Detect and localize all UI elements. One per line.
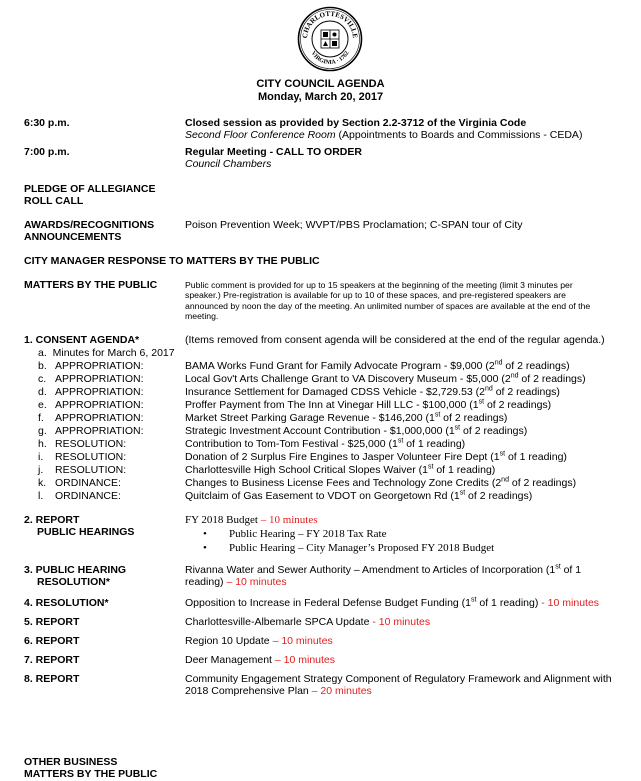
item2-bullet-1: • Public Hearing – FY 2018 Tax Rate <box>203 528 387 540</box>
item3-text: Rivanna Water and Sewer Authority – Amendment to Articles of Incorporation (1 <box>185 564 556 576</box>
item-tail: of 1 reading) <box>403 438 466 450</box>
item-ordinal: st <box>454 424 461 432</box>
item-letter: e. <box>38 399 47 411</box>
item-text: Charlottesville High School Critical Slopes Waiver (1 <box>185 464 428 476</box>
item-type: RESOLUTION: <box>55 464 127 476</box>
roll-call-label: ROLL CALL <box>24 195 84 207</box>
item5-text: Charlottesville-Albemarle SPCA Update <box>185 616 370 628</box>
other-business-label: OTHER BUSINESS <box>24 756 118 768</box>
item2-time: – 10 minutes <box>257 514 318 526</box>
item-description <box>185 386 560 398</box>
matters-public-line: meeting. <box>185 311 219 322</box>
awards-label: AWARDS/RECOGNITIONS <box>24 219 155 231</box>
item-type: ORDINANCE: <box>55 477 121 489</box>
item-tail: of 2 readings) <box>484 399 552 411</box>
regular-meeting-location: Council Chambers <box>185 158 272 170</box>
item-type: RESOLUTION: <box>55 451 127 463</box>
item8-line2 <box>185 685 640 697</box>
item-tail: of 2 readings) <box>508 477 577 489</box>
regular-meeting-title: Regular Meeting - CALL TO ORDER <box>185 146 362 158</box>
item-ordinal: st <box>427 463 434 471</box>
consent-agenda-note: (Items removed from consent agenda will be considered at the end of the regular agenda.) <box>185 334 605 346</box>
item-ordinal: st <box>459 489 466 497</box>
item8-label: 8. REPORT <box>24 673 80 685</box>
closed-session-location-line <box>185 129 582 141</box>
item-letter: i. <box>38 451 44 463</box>
item6-text: Region 10 Update <box>185 635 270 647</box>
seal-emblem-icon <box>321 30 339 48</box>
item-text: BAMA Works Fund Grant for Family Advocate Program - $9,000 (2 <box>185 360 495 372</box>
item-letter: f. <box>38 412 44 424</box>
item7-line <box>185 654 335 666</box>
item4-label: 4. RESOLUTION* <box>24 597 109 609</box>
item3-sup: st <box>555 563 561 571</box>
item-letter: k. <box>38 477 47 489</box>
item-letter: a. <box>38 347 47 359</box>
item-type: APPROPRIATION: <box>55 386 144 398</box>
agenda-title: CITY COUNCIL AGENDA <box>256 78 385 90</box>
item2-text: FY 2018 Budget <box>185 514 258 526</box>
item7-label: 7. REPORT <box>24 654 80 666</box>
bullet-text: Public Hearing – FY 2018 Tax Rate <box>229 528 387 540</box>
item-type: RESOLUTION: <box>55 438 127 450</box>
item4-sup: st <box>471 596 477 604</box>
item-tail: of 1 reading) <box>505 451 567 463</box>
item-type: APPROPRIATION: <box>55 360 144 372</box>
item6-line <box>185 635 333 647</box>
seal-top-text: CHARLOTTESVILLE <box>300 9 360 39</box>
item-description <box>185 490 532 502</box>
matters-public-line: announced by noon the day of the meeting. An unlimited number of spaces are available at the end of the <box>185 300 591 311</box>
item3-text2: reading) <box>185 576 224 588</box>
item-tail: of 2 readings) <box>465 490 533 502</box>
consent-minutes-item <box>38 347 175 359</box>
item4-text: Opposition to Increase in Federal Defense Budget Funding (1 <box>185 597 472 609</box>
item-text: Strategic Investment Account Contribution - $1,000,000 (1 <box>185 425 455 437</box>
item4-tail: of 1 reading) <box>476 597 539 609</box>
item-ordinal: nd <box>510 372 519 380</box>
pledge-label: PLEDGE OF ALLEGIANCE <box>24 183 156 195</box>
item-text: Local Gov't Arts Challenge Grant to VA Discovery Museum - $5,000 (2 <box>185 373 511 385</box>
item7-time: – 10 minutes <box>271 654 336 666</box>
matters-public-footer-label: MATTERS BY THE PUBLIC <box>24 768 158 780</box>
item-ordinal: nd <box>485 385 493 393</box>
item-description <box>185 477 576 489</box>
awards-text: Poison Prevention Week; WVPT/PBS Proclamation; C-SPAN tour of City <box>185 219 523 231</box>
item-description <box>185 464 495 476</box>
item-text: Quitclaim of Gas Easement to VDOT on Georgetown Rd (1 <box>185 490 460 502</box>
item7-text: Deer Management <box>185 654 272 666</box>
item-text: Contribution to Tom-Tom Festival - $25,000 (1 <box>185 438 398 450</box>
item-ordinal: st <box>434 411 441 419</box>
item-description <box>185 360 570 372</box>
item6-time: – 10 minutes <box>269 635 333 647</box>
item-text: Donation of 2 Surplus Fire Engines to Jasper Volunteer Fire Dept (1 <box>185 451 500 463</box>
matters-public-text <box>185 280 635 322</box>
item-description <box>185 425 527 437</box>
svg-text:VIRGINIA · 1762 <box>310 50 351 66</box>
item8-time: – 20 minutes <box>308 685 372 697</box>
city-seal <box>297 6 363 72</box>
seal-bottom-text: VIRGINIA · 1762 <box>309 50 351 67</box>
item5-time: - 10 minutes <box>369 616 431 628</box>
item3-sublabel: RESOLUTION* <box>37 576 110 588</box>
item-letter: d. <box>38 386 47 398</box>
item3-line2 <box>185 576 635 588</box>
item-tail: of 2 readings) <box>440 412 508 424</box>
announcements-label: ANNOUNCEMENTS <box>24 231 122 243</box>
item-text: Insurance Settlement for Damaged CDSS Vehicle - $2,729.53 (2 <box>185 386 485 398</box>
item-description <box>185 399 551 411</box>
item-tail: of 2 readings) <box>502 360 570 372</box>
item-letter: h. <box>38 438 47 450</box>
item-text: Market Street Parking Garage Revenue - $146,200 (1 <box>185 412 435 424</box>
item2-bullet-2: • Public Hearing – City Manager’s Proposed FY 2018 Budget <box>203 542 495 554</box>
item6-label: 6. REPORT <box>24 635 80 647</box>
item-tail: of 1 reading) <box>433 464 496 476</box>
matters-public-label: MATTERS BY THE PUBLIC <box>24 279 158 291</box>
item-type: APPROPRIATION: <box>55 425 144 437</box>
item-letter: j. <box>38 464 44 476</box>
closed-session-title: Closed session as provided by Section 2.2-3712 of the Virginia Code <box>185 117 527 129</box>
item-letter: b. <box>38 360 47 372</box>
item-type: ORDINANCE: <box>55 490 121 502</box>
regular-meeting-time: 7:00 p.m. <box>24 146 70 158</box>
item2-label: 2. REPORT <box>24 514 80 526</box>
matters-public-line: Public comment is provided for up to 15 speakers at the beginning of the meeting (limit 3 minutes per <box>185 280 573 290</box>
item5-line <box>185 616 430 628</box>
item-description <box>185 451 567 463</box>
item-description <box>185 373 586 385</box>
item-tail: of 2 readings) <box>492 386 560 398</box>
item-ordinal: st <box>397 437 404 445</box>
item-type: APPROPRIATION: <box>55 399 144 411</box>
consent-agenda-label: 1. CONSENT AGENDA* <box>24 334 140 346</box>
item3-tail: of 1 <box>560 564 582 576</box>
matters-public-line: speaker.) Pre-registration is available for up to 10 of these spaces, and pre-registered speakers are <box>185 290 567 301</box>
item-type: APPROPRIATION: <box>55 412 144 424</box>
item-ordinal: nd <box>501 476 509 484</box>
item-tail: of 2 readings) <box>460 425 528 437</box>
closed-session-note: (Appointments to Boards and Commissions - CEDA) <box>335 129 583 141</box>
item2-sublabel: PUBLIC HEARINGS <box>37 526 135 538</box>
item-text: Minutes for March 6, 2017 <box>52 347 175 359</box>
item8-text2: 2018 Comprehensive Plan <box>185 685 309 697</box>
item-ordinal: nd <box>494 359 503 367</box>
item3-time: – 10 minutes <box>223 576 287 588</box>
closed-session-location: Second Floor Conference Room <box>185 129 336 141</box>
agenda-date: Monday, March 20, 2017 <box>257 91 384 103</box>
item5-label: 5. REPORT <box>24 616 80 628</box>
item4-line <box>185 597 599 609</box>
item-text: Proffer Payment from The Inn at Vinegar Hill LLC - $100,000 (1 <box>185 399 479 411</box>
item-letter: l. <box>38 490 44 502</box>
item-ordinal: st <box>478 398 485 406</box>
bullet-text: Public Hearing – City Manager’s Proposed FY 2018 Budget <box>229 542 495 554</box>
item-letter: g. <box>38 425 47 437</box>
closed-session-time: 6:30 p.m. <box>24 117 70 129</box>
item-description <box>185 438 465 450</box>
item-description <box>185 412 507 424</box>
item4-time: - 10 minutes <box>538 597 600 609</box>
city-manager-response-label: CITY MANAGER RESPONSE TO MATTERS BY THE PUBLIC <box>24 255 320 267</box>
item-tail: of 2 readings) <box>518 373 586 385</box>
item-text: Changes to Business License Fees and Technology Zone Credits (2 <box>185 477 502 489</box>
item-letter: c. <box>38 373 47 385</box>
item8-line1: Community Engagement Strategy Component of Regulatory Framework and Alignment with <box>185 673 612 685</box>
item-ordinal: st <box>499 450 506 458</box>
item3-label: 3. PUBLIC HEARING <box>24 564 127 576</box>
item3-line1 <box>185 564 635 576</box>
item2-text-line <box>185 514 494 527</box>
item-type: APPROPRIATION: <box>55 373 144 385</box>
